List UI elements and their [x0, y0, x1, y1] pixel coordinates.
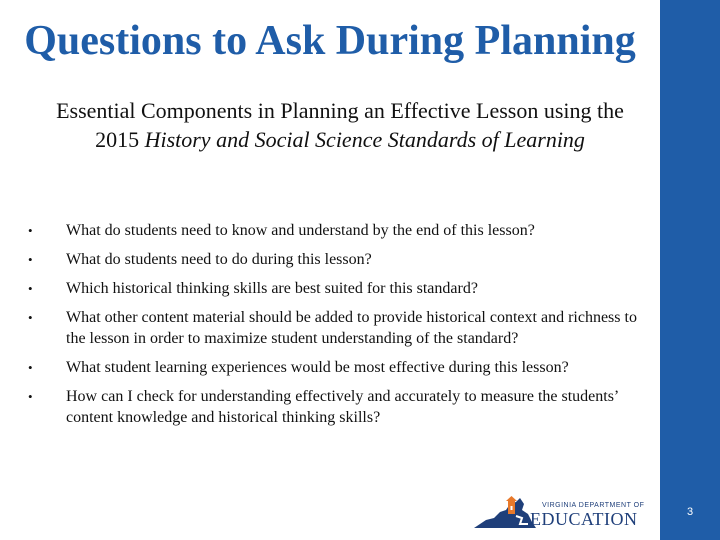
question-item: • What do students need to know and understand by the end of this lesson? — [28, 220, 648, 241]
accent-sidebar — [660, 0, 720, 540]
subtitle-text: Essential Components in Planning an Effective Lesson using the 2015 — [56, 98, 624, 152]
logo-line-1: VIRGINIA DEPARTMENT OF — [542, 502, 645, 509]
logo-line-2: EDUCATION — [530, 509, 638, 529]
page-number: 3 — [686, 506, 694, 518]
question-list — [28, 220, 648, 436]
slide-title: Questions to Ask During Planning — [24, 18, 636, 64]
question-item: • What other content material should be added to provide historical context and richness to the lesson in order to maximize student understanding of the standard? — [28, 307, 648, 349]
vdoe-logo — [472, 494, 656, 532]
question-item: • How can I check for understanding effectively and accurately to measure the students’ content knowledge and historical thinking skills? — [28, 386, 648, 428]
question-item: • Which historical thinking skills are best suited for this standard? — [28, 278, 648, 299]
question-item: • What student learning experiences would be most effective during this lesson? — [28, 357, 648, 378]
subtitle-standards-title: History and Social Science Standards of Learning — [144, 127, 585, 152]
slide-subtitle — [40, 96, 640, 154]
question-item: • What do students need to do during this lesson? — [28, 249, 648, 270]
